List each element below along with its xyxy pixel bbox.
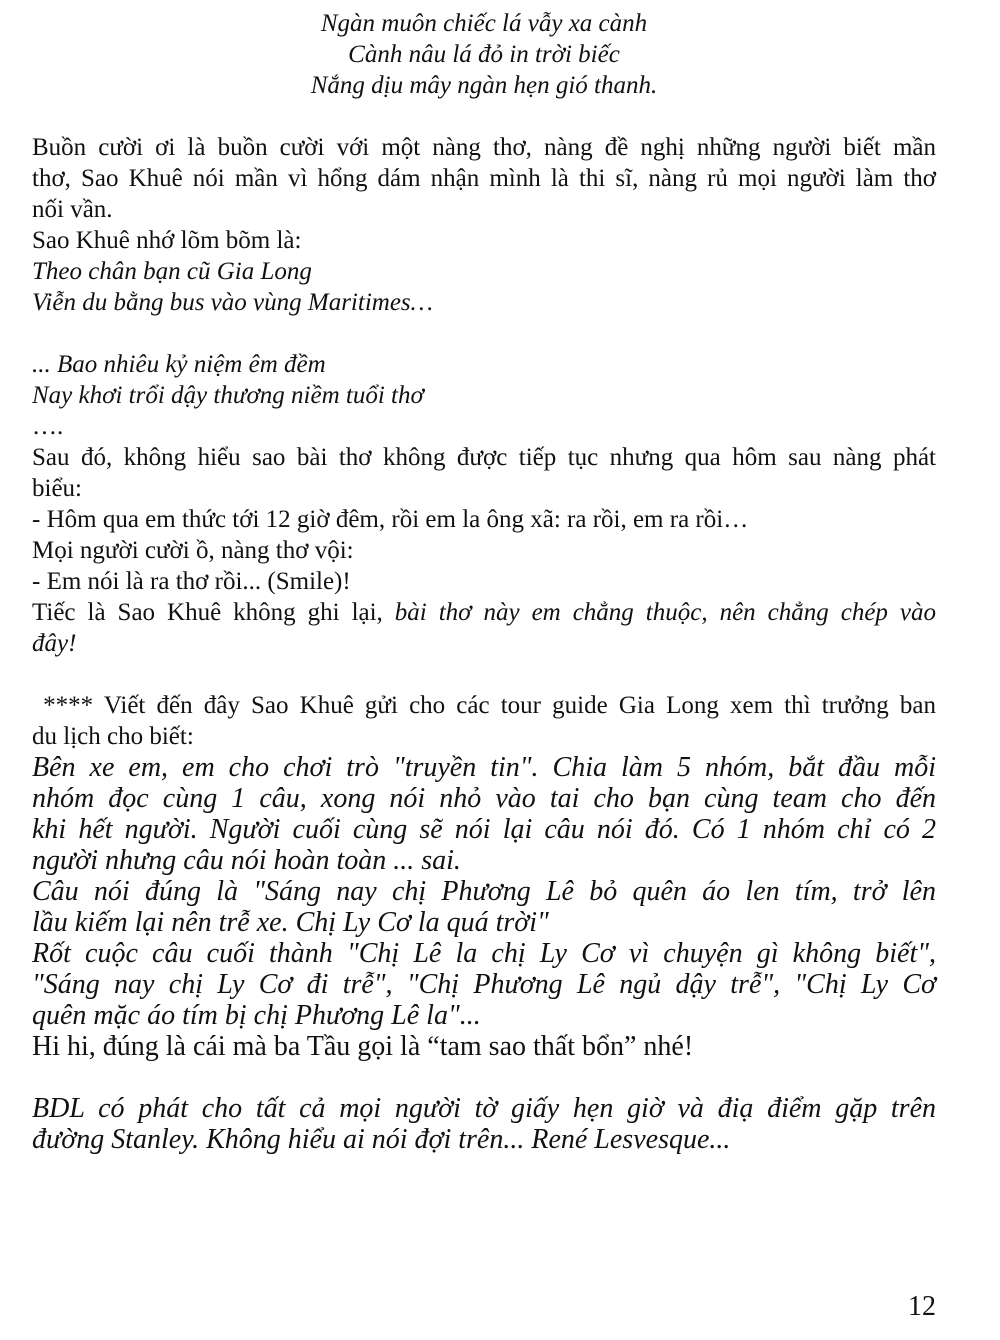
story-line: nhóm đọc cùng 1 câu, xong nói nhỏ vào tai cho bạn cùng team cho đến (32, 783, 936, 814)
intro-line: thơ, Sao Khuê nói mần vì hổng dám nhận mình là thi sĩ, nàng rủ mọi người làm thơ (32, 165, 936, 192)
intro-line: nối vần. (32, 196, 113, 223)
regret-italic-end: đây! (32, 630, 77, 657)
story-line: Rốt cuộc câu cuối thành "Chị Lê la chị Ly Cơ vì chuyện gì không biết", (32, 938, 936, 969)
poem-line: Cành nâu lá đỏ in trời biếc (348, 41, 620, 68)
hihi-line: Hi hi, đúng là cái mà ba Tầu gọi là “tam sao thất bổn” nhé! (32, 1031, 694, 1062)
regret-text: Tiếc là Sao Khuê không ghi lại, (32, 599, 395, 626)
story-line: khi hết người. Người cuối cùng sẽ nói lại câu nói đó. Có 1 nhóm chỉ có 2 (32, 814, 936, 845)
poem-verse: Viễn du bằng bus vào vùng Maritimes… (32, 289, 433, 316)
poem-verse: Nay khơi trổi dậy thương niềm tuổi thơ (32, 382, 424, 409)
tour-line: du lịch cho biết: (32, 723, 194, 750)
regret-italic-text: bài thơ này em chẳng thuộc, nên chẳng chép vào (394, 599, 936, 626)
poem-verse: Theo chân bạn cũ Gia Long (32, 258, 312, 285)
poem-line: Nắng dịu mây ngàn hẹn gió thanh. (310, 72, 658, 99)
page-number: 12 (908, 1291, 936, 1322)
poem-verse: ... Bao nhiêu kỷ niệm êm đềm (32, 351, 326, 378)
story-line: Câu nói đúng là "Sáng nay chị Phương Lê bỏ quên áo len tím, trở lên (32, 876, 936, 907)
after-line: biểu: (32, 475, 82, 502)
after-line: - Em nói là ra thơ rồi... (Smile)! (32, 568, 351, 595)
regret-line (32, 597, 936, 628)
after-line: Mọi người cười ồ, nàng thơ vội: (32, 537, 354, 564)
story-line: "Sáng nay chị Ly Cơ đi trễ", "Chị Phương Lê ngủ dậy trễ", "Chị Ly Cơ (32, 969, 936, 1000)
intro-line: Buồn cười ơi là buồn cười với một nàng thơ, nàng đề nghị những người biết mần (32, 134, 936, 161)
remember-line: Sao Khuê nhớ lõm bõm là: (32, 227, 302, 254)
story-line: người nhưng câu nói hoàn toàn ... sai. (32, 845, 461, 876)
document-page (32, 8, 936, 1155)
poem-line: Ngàn muôn chiếc lá vẫy xa cành (320, 10, 648, 37)
bdl-line: đường Stanley. Không hiểu ai nói đợi trên... René Lesvesque... (32, 1124, 731, 1155)
after-line: Sau đó, không hiểu sao bài thơ không được tiếp tục nhưng qua hôm sau nàng phát (32, 444, 936, 471)
story-line: quên mặc áo tím bị chị Phương Lê la"... (32, 1000, 481, 1031)
story-line: lầu kiếm lại nên trễ xe. Chị Ly Cơ la quá trời" (32, 907, 549, 938)
bdl-line: BDL có phát cho tất cả mọi người tờ giấy hẹn giờ và điạ điểm gặp trên (32, 1093, 936, 1124)
ellipsis-line: …. (32, 413, 64, 440)
story-line: Bên xe em, em cho chơi trò "truyền tin". Chia làm 5 nhóm, bắt đầu mỗi (32, 752, 936, 783)
opening-poem (32, 8, 936, 101)
tour-line: **** Viết đến đây Sao Khuê gửi cho các tour guide Gia Long xem thì trưởng ban (32, 692, 936, 719)
after-line: - Hôm qua em thức tới 12 giờ đêm, rồi em la ông xã: ra rồi, em ra rồi… (32, 506, 749, 533)
